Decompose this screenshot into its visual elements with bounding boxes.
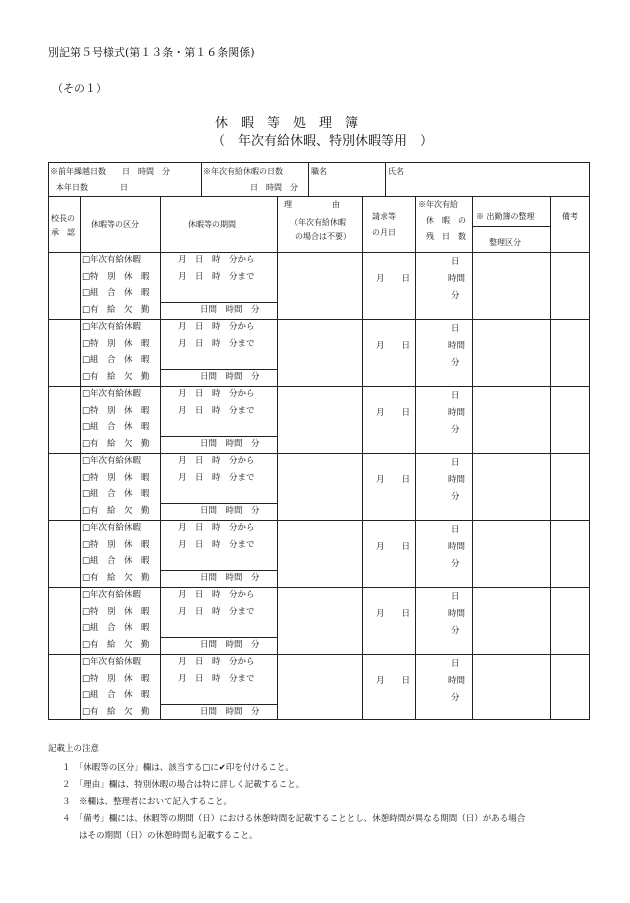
leave-type-option[interactable]: □有 給 欠 勤 xyxy=(82,706,150,717)
remaining-minute: 分 xyxy=(451,559,460,569)
this-year-days-label: 本年日数 日 xyxy=(56,183,128,192)
remaining-hour: 時間 xyxy=(448,676,466,686)
period-from: 月 日 時 分から xyxy=(178,456,255,466)
request-month-day: 月 日 xyxy=(376,408,411,418)
leave-type-option[interactable]: □年次有給休暇 xyxy=(82,255,142,265)
period-total: 日間 時間 分 xyxy=(200,439,260,449)
row-divider xyxy=(48,453,590,454)
reason-note-1: （年次有給休暇 xyxy=(290,218,346,227)
period-from: 月 日 時 分から xyxy=(178,523,255,533)
period-header: 休暇等の期間 xyxy=(188,220,236,229)
period-divider xyxy=(160,436,277,437)
request-date-header-1: 請求等 xyxy=(372,212,396,221)
divider xyxy=(472,226,550,227)
name-label: 氏名 xyxy=(388,167,404,176)
remaining-minute: 分 xyxy=(451,626,460,636)
divider xyxy=(277,196,278,720)
leave-type-option[interactable]: □特 別 休 暇 xyxy=(82,271,150,282)
notes-heading: 記載上の注意 xyxy=(48,744,100,754)
leave-type-option[interactable]: □年次有給休暇 xyxy=(82,389,142,399)
row-divider xyxy=(48,386,590,387)
period-to: 月 日 時 分まで xyxy=(178,607,255,617)
request-month-day: 月 日 xyxy=(376,676,411,686)
leave-type-option[interactable]: □組 合 休 暇 xyxy=(82,288,150,298)
attendance-header: ※ 出勤簿の整理 xyxy=(476,212,535,221)
divider xyxy=(550,196,551,720)
job-title-label: 職名 xyxy=(311,167,327,176)
divider xyxy=(48,196,590,197)
form-part: （その１） xyxy=(52,82,107,95)
period-total: 日間 時間 分 xyxy=(200,506,260,516)
leave-type-header: 休暇等の区分 xyxy=(91,220,139,229)
remaining-header-2: 休 暇 の xyxy=(426,216,466,225)
remaining-hour: 時間 xyxy=(448,542,466,552)
divider xyxy=(160,196,161,720)
request-month-day: 月 日 xyxy=(376,542,411,552)
leave-type-option[interactable]: □有 給 欠 勤 xyxy=(82,304,150,315)
leave-type-option[interactable]: □有 給 欠 勤 xyxy=(82,371,150,382)
leave-type-option[interactable]: □特 別 休 暇 xyxy=(82,338,150,349)
leave-type-option[interactable]: □特 別 休 暇 xyxy=(82,673,150,684)
leave-type-option[interactable]: □組 合 休 暇 xyxy=(82,489,150,499)
row-divider xyxy=(48,520,590,521)
leave-type-option[interactable]: □有 給 欠 勤 xyxy=(82,505,150,516)
divider xyxy=(385,162,386,196)
remaining-day: 日 xyxy=(451,592,460,602)
remaining-day: 日 xyxy=(451,257,460,267)
period-total: 日間 時間 分 xyxy=(200,640,260,650)
period-from: 月 日 時 分から xyxy=(178,255,255,265)
divider xyxy=(80,196,81,720)
period-from: 月 日 時 分から xyxy=(178,590,255,600)
prev-year-days-label: ※前年繰越日数 日 時間 分 xyxy=(50,167,170,176)
row-divider xyxy=(48,587,590,588)
remaining-header-1: ※年次有給 xyxy=(418,200,458,209)
leave-type-option[interactable]: □年次有給休暇 xyxy=(82,322,142,332)
row-divider xyxy=(48,319,590,320)
period-from: 月 日 時 分から xyxy=(178,389,255,399)
period-from: 月 日 時 分から xyxy=(178,322,255,332)
period-to: 月 日 時 分まで xyxy=(178,339,255,349)
leave-type-option[interactable]: □組 合 休 暇 xyxy=(82,556,150,566)
remaining-minute: 分 xyxy=(451,425,460,435)
divider xyxy=(308,162,309,196)
leave-type-option[interactable]: □組 合 休 暇 xyxy=(82,623,150,633)
period-divider xyxy=(160,704,277,705)
approval-header: 校長の 承 認 xyxy=(51,214,75,237)
request-month-day: 月 日 xyxy=(376,341,411,351)
request-month-day: 月 日 xyxy=(376,274,411,284)
leave-type-option[interactable]: □年次有給休暇 xyxy=(82,657,142,667)
attendance-subheader: 整理区分 xyxy=(489,238,521,247)
divider xyxy=(201,162,202,196)
divider xyxy=(48,252,590,253)
leave-type-option[interactable]: □年次有給休暇 xyxy=(82,523,142,533)
request-month-day: 月 日 xyxy=(376,475,411,485)
period-total: 日間 時間 分 xyxy=(200,573,260,583)
remaining-hour: 時間 xyxy=(448,341,466,351)
remaining-hour: 時間 xyxy=(448,609,466,619)
period-divider xyxy=(160,637,277,638)
request-month-day: 月 日 xyxy=(376,609,411,619)
request-date-header-2: の月日 xyxy=(372,228,396,237)
remaining-minute: 分 xyxy=(451,693,460,703)
period-total: 日間 時間 分 xyxy=(200,707,260,717)
note-item: はその期間（日）の休憩時間も記載すること。 xyxy=(62,831,258,841)
remaining-hour: 時間 xyxy=(448,408,466,418)
leave-type-option[interactable]: □特 別 休 暇 xyxy=(82,472,150,483)
note-item: １ 「休暇等の区分」欄は、該当する□に✔印を付けること。 xyxy=(62,763,294,773)
remaining-day: 日 xyxy=(451,458,460,468)
period-to: 月 日 時 分まで xyxy=(178,473,255,483)
divider xyxy=(415,196,416,720)
remaining-day: 日 xyxy=(451,659,460,669)
leave-type-option[interactable]: □年次有給休暇 xyxy=(82,456,142,466)
remaining-day: 日 xyxy=(451,324,460,334)
divider xyxy=(362,196,363,720)
note-item: ２ 「理由」欄は、特別休暇の場合は特に詳しく記載すること。 xyxy=(62,780,305,790)
leave-type-option[interactable]: □年次有給休暇 xyxy=(82,590,142,600)
reason-header: 理 由 xyxy=(284,200,340,209)
period-to: 月 日 時 分まで xyxy=(178,406,255,416)
period-total: 日間 時間 分 xyxy=(200,372,260,382)
remaining-minute: 分 xyxy=(451,492,460,502)
period-to: 月 日 時 分まで xyxy=(178,540,255,550)
remaining-hour: 時間 xyxy=(448,274,466,284)
leave-type-option[interactable]: □有 給 欠 勤 xyxy=(82,438,150,449)
leave-type-option[interactable]: □組 合 休 暇 xyxy=(82,690,150,700)
leave-type-option[interactable]: □組 合 休 暇 xyxy=(82,422,150,432)
remaining-day: 日 xyxy=(451,391,460,401)
reason-note-2: の場合は不要） xyxy=(295,232,351,241)
leave-type-option[interactable]: □組 合 休 暇 xyxy=(82,355,150,365)
remaining-hour: 時間 xyxy=(448,475,466,485)
period-to: 月 日 時 分まで xyxy=(178,674,255,684)
period-total: 日間 時間 分 xyxy=(200,305,260,315)
remarks-header: 備考 xyxy=(562,212,578,221)
leave-type-option[interactable]: □特 別 休 暇 xyxy=(82,405,150,416)
annual-leave-time-label: 日 時間 分 xyxy=(250,183,298,192)
divider xyxy=(472,196,473,720)
period-divider xyxy=(160,369,277,370)
leave-type-option[interactable]: □有 給 欠 勤 xyxy=(82,639,150,650)
remaining-day: 日 xyxy=(451,525,460,535)
period-divider xyxy=(160,570,277,571)
remaining-minute: 分 xyxy=(451,358,460,368)
annual-leave-days-label: ※年次有給休暇の日数 xyxy=(203,167,283,176)
note-item: ４ 「備考」欄には、休暇等の期間（日）における休憩時間を記載することとし、休憩時間が異なる期間（日）がある場合 xyxy=(62,814,526,824)
period-to: 月 日 時 分まで xyxy=(178,272,255,282)
page-title: 休 暇 等 処 理 簿 xyxy=(215,116,359,131)
note-item: ３ ※欄は、整理者において記入すること。 xyxy=(62,797,233,807)
remaining-minute: 分 xyxy=(451,291,460,301)
period-divider xyxy=(160,503,277,504)
page-subtitle: （ 年次有給休暇、特別休暇等用 ） xyxy=(212,134,434,149)
leave-type-option[interactable]: □特 別 休 暇 xyxy=(82,539,150,550)
leave-type-option[interactable]: □特 別 休 暇 xyxy=(82,606,150,617)
form-reference: 別記第５号様式(第１３条・第１６条関係) xyxy=(48,46,255,59)
period-divider xyxy=(160,302,277,303)
row-divider xyxy=(48,654,590,655)
leave-type-option[interactable]: □有 給 欠 勤 xyxy=(82,572,150,583)
period-from: 月 日 時 分から xyxy=(178,657,255,667)
remaining-header-3: 残 日 数 xyxy=(426,232,466,241)
